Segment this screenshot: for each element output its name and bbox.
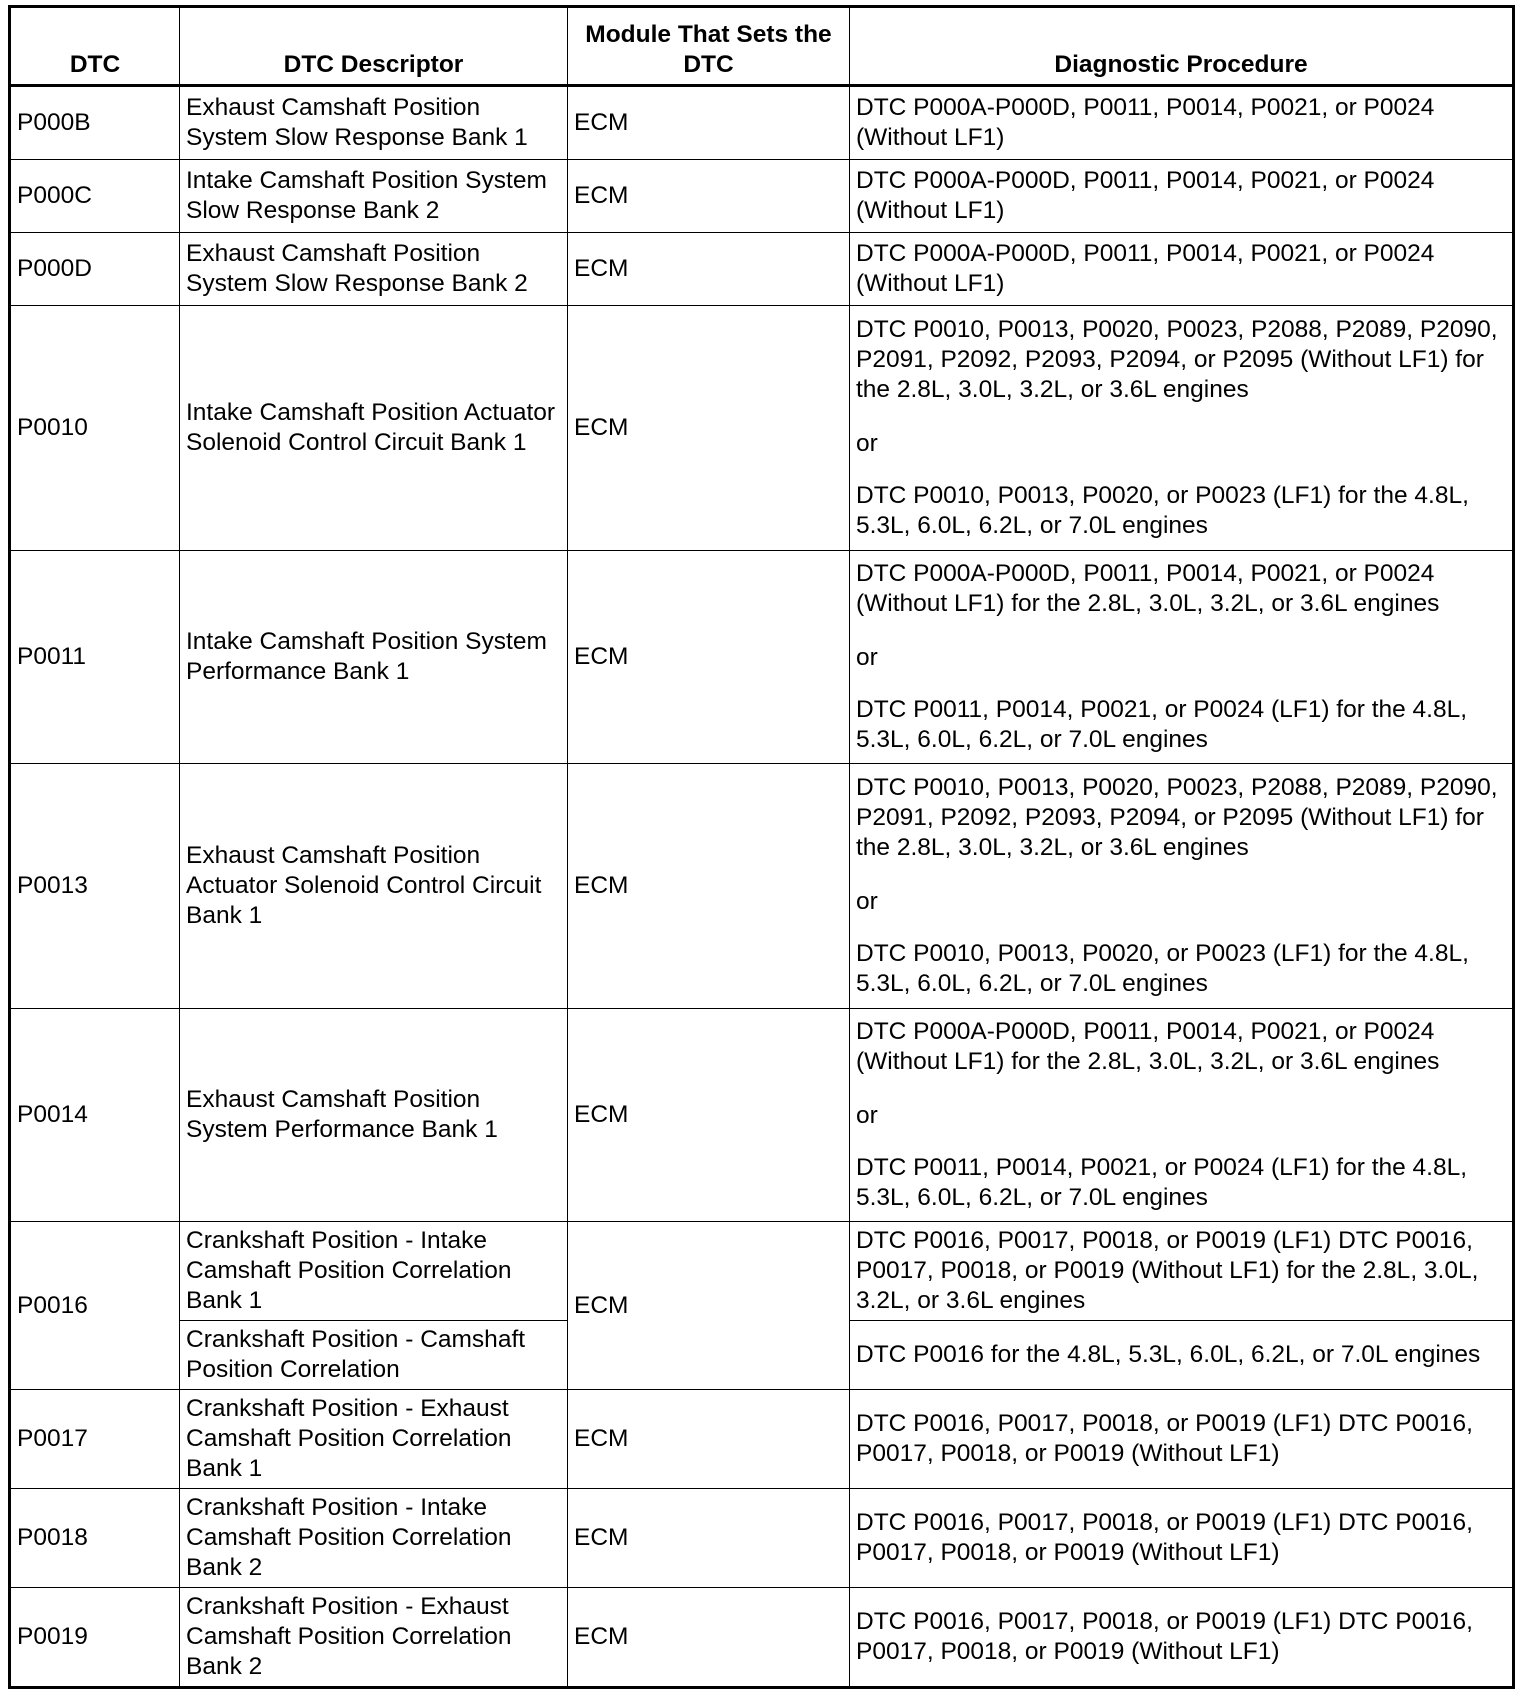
table-row: [10, 1489, 1514, 1588]
procedure-cell: DTC P0016, P0017, P0018, or P0019 (LF1) DTC P0016, P0017, P0018, or P0019 (Without LF1) for the 2.8L, 3.0L, 3.2L, or 3.6L engines: [850, 1222, 1514, 1321]
dtc-descriptor: Exhaust Camshaft Position System Performance Bank 1: [180, 1009, 568, 1222]
procedure-option-a: DTC P0010, P0013, P0020, P0023, P2088, P2089, P2090, P2091, P2092, P2093, P2094, or P2095 (Without LF1) for the 2.8L, 3.0L, 3.2L, or 3.6L engines: [856, 774, 1498, 861]
dtc-descriptor: Crankshaft Position - Exhaust Camshaft Position Correlation Bank 2: [180, 1588, 568, 1688]
procedure-option-b: DTC P0010, P0013, P0020, or P0023 (LF1) for the 4.8L, 5.3L, 6.0L, 6.2L, or 7.0L engines: [856, 940, 1469, 997]
procedure-cell: [850, 1009, 1514, 1222]
procedure-cell: DTC P000A-P000D, P0011, P0014, P0021, or P0024 (Without LF1): [850, 160, 1514, 233]
module-cell: ECM: [568, 1588, 850, 1688]
dtc-descriptor: Intake Camshaft Position System Slow Response Bank 2: [180, 160, 568, 233]
module-cell: ECM: [568, 306, 850, 551]
table-row: [10, 551, 1514, 764]
header-procedure: Diagnostic Procedure: [850, 7, 1514, 86]
table-row: [10, 86, 1514, 160]
procedure-cell: [850, 306, 1514, 551]
table-row: [10, 306, 1514, 551]
dtc-code: P0016: [10, 1222, 180, 1390]
module-cell: ECM: [568, 160, 850, 233]
table-row: [10, 1009, 1514, 1222]
procedure-option-b: DTC P0010, P0013, P0020, or P0023 (LF1) for the 4.8L, 5.3L, 6.0L, 6.2L, or 7.0L engines: [856, 482, 1469, 539]
table-row: [10, 1588, 1514, 1688]
dtc-code: P000C: [10, 160, 180, 233]
procedure-or: or: [856, 644, 878, 671]
procedure-option-a: DTC P000A-P000D, P0011, P0014, P0021, or P0024 (Without LF1) for the 2.8L, 3.0L, 3.2L, or 3.6L engines: [856, 560, 1440, 617]
procedure-or: or: [856, 888, 878, 915]
procedure-cell: DTC P0016 for the 4.8L, 5.3L, 6.0L, 6.2L, or 7.0L engines: [850, 1321, 1514, 1390]
dtc-code: P0011: [10, 551, 180, 764]
module-cell: ECM: [568, 1009, 850, 1222]
dtc-descriptor: Exhaust Camshaft Position Actuator Solenoid Control Circuit Bank 1: [180, 764, 568, 1009]
module-cell: ECM: [568, 551, 850, 764]
module-cell: ECM: [568, 86, 850, 160]
table-row: [10, 1390, 1514, 1489]
dtc-descriptor: Intake Camshaft Position Actuator Solenoid Control Circuit Bank 1: [180, 306, 568, 551]
dtc-code: P0013: [10, 764, 180, 1009]
dtc-descriptor: Crankshaft Position - Camshaft Position Correlation: [180, 1321, 568, 1390]
procedure-option-a: DTC P000A-P000D, P0011, P0014, P0021, or P0024 (Without LF1) for the 2.8L, 3.0L, 3.2L, or 3.6L engines: [856, 1018, 1440, 1075]
procedure-cell: DTC P0016, P0017, P0018, or P0019 (LF1) DTC P0016, P0017, P0018, or P0019 (Without LF1): [850, 1489, 1514, 1588]
header-descriptor: DTC Descriptor: [180, 7, 568, 86]
header-row: [10, 7, 1514, 86]
module-cell: ECM: [568, 1489, 850, 1588]
dtc-descriptor: Exhaust Camshaft Position System Slow Response Bank 1: [180, 86, 568, 160]
procedure-cell: DTC P000A-P000D, P0011, P0014, P0021, or P0024 (Without LF1): [850, 233, 1514, 306]
dtc-code: P0019: [10, 1588, 180, 1688]
procedure-cell: [850, 551, 1514, 764]
procedure-cell: DTC P0016, P0017, P0018, or P0019 (LF1) DTC P0016, P0017, P0018, or P0019 (Without LF1): [850, 1588, 1514, 1688]
dtc-code: P000B: [10, 86, 180, 160]
dtc-code: P0017: [10, 1390, 180, 1489]
procedure-cell: DTC P000A-P000D, P0011, P0014, P0021, or P0024 (Without LF1): [850, 86, 1514, 160]
table-row: [10, 764, 1514, 1009]
procedure-option-a: DTC P0010, P0013, P0020, P0023, P2088, P2089, P2090, P2091, P2092, P2093, P2094, or P2095 (Without LF1) for the 2.8L, 3.0L, 3.2L, or 3.6L engines: [856, 316, 1498, 403]
dtc-code: P0018: [10, 1489, 180, 1588]
procedure-cell: DTC P0016, P0017, P0018, or P0019 (LF1) DTC P0016, P0017, P0018, or P0019 (Without LF1): [850, 1390, 1514, 1489]
dtc-code: P0014: [10, 1009, 180, 1222]
header-dtc: DTC: [10, 7, 180, 86]
dtc-table: [8, 5, 1515, 1689]
header-module: Module That Sets the DTC: [568, 7, 850, 86]
dtc-descriptor: Crankshaft Position - Intake Camshaft Position Correlation Bank 1: [180, 1222, 568, 1321]
table-row: [10, 233, 1514, 306]
dtc-code: P000D: [10, 233, 180, 306]
procedure-option-b: DTC P0011, P0014, P0021, or P0024 (LF1) for the 4.8L, 5.3L, 6.0L, 6.2L, or 7.0L engines: [856, 1154, 1468, 1211]
module-cell: ECM: [568, 233, 850, 306]
procedure-cell: [850, 764, 1514, 1009]
table-row: [10, 160, 1514, 233]
procedure-option-b: DTC P0011, P0014, P0021, or P0024 (LF1) for the 4.8L, 5.3L, 6.0L, 6.2L, or 7.0L engines: [856, 696, 1468, 753]
procedure-or: or: [856, 1102, 878, 1129]
procedure-or: or: [856, 430, 878, 457]
dtc-descriptor: Intake Camshaft Position System Performance Bank 1: [180, 551, 568, 764]
module-cell: ECM: [568, 764, 850, 1009]
table-row: [10, 1222, 1514, 1321]
module-cell: ECM: [568, 1390, 850, 1489]
dtc-descriptor: Crankshaft Position - Exhaust Camshaft Position Correlation Bank 1: [180, 1390, 568, 1489]
dtc-code: P0010: [10, 306, 180, 551]
dtc-descriptor: Crankshaft Position - Intake Camshaft Position Correlation Bank 2: [180, 1489, 568, 1588]
dtc-descriptor: Exhaust Camshaft Position System Slow Response Bank 2: [180, 233, 568, 306]
module-cell: ECM: [568, 1222, 850, 1390]
